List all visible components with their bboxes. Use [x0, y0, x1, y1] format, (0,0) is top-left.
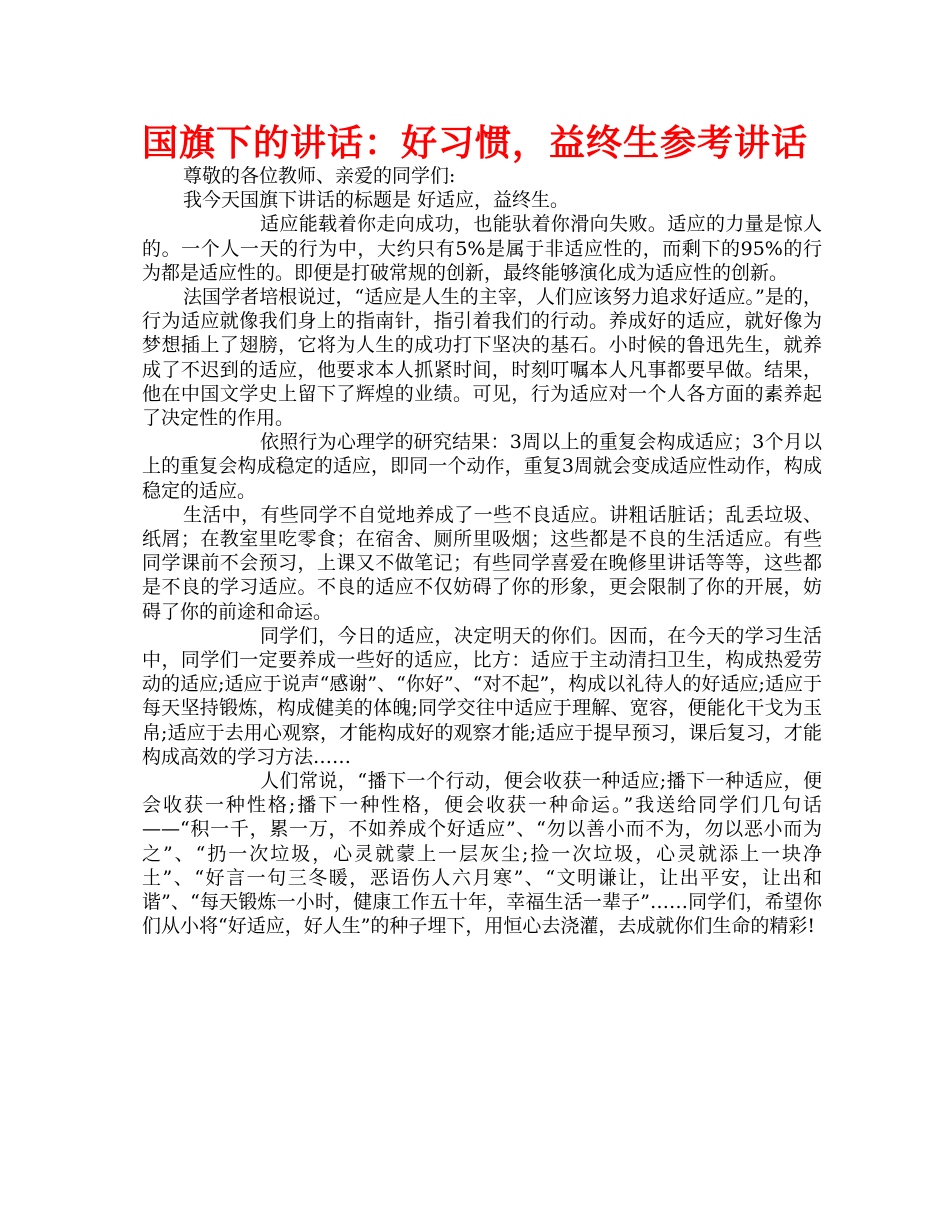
document-body [142, 164, 822, 939]
paragraph: 人们常说，“播下一个行动，便会收获一种适应;播下一种适应，便会收获一种性格;播下一种性格，便会收获一种命运。”我送给同学们几句话——“积一千，累一万，不如养成个好适应”、“勿以善小而不为，勿以恶小而为之”、“扔一次垃圾，心灵就蒙上一层灰尘;捡一次垃圾，心灵就添上一块净土”、“好言一句三冬暖，恶语伤人六月寒”、“文明谦让，让出平安，让出和谐”、“每天锻炼一小时，健康工作五十年，幸福生活一辈子”……同学们，希望你们从小将“好适应，好人生”的种子埋下，用恒心去浇灌，去成就你们生命的精彩! [142, 770, 822, 938]
paragraph: 法国学者培根说过，“适应是人生的主宰，人们应该努力追求好适应。”是的，行为适应就像我们身上的指南针，指引着我们的行动。养成好的适应，就好像为梦想插上了翅膀，它将为人生的成功打下坚决的基石。小时候的鲁迅先生，就养成了不迟到的适应，他要求本人抓紧时间，时刻叮嘱本人凡事都要早做。结果，他在中国文学史上留下了辉煌的业绩。可见，行为适应对一个人各方面的素养起了决定性的作用。 [142, 286, 822, 430]
paragraph: 适应能载着你走向成功，也能驮着你滑向失败。适应的力量是惊人的。一个人一天的行为中，大约只有5%是属于非适应性的，而剩下的95%的行为都是适应性的。即便是打破常规的创新，最终能够演化成为适应性的创新。 [142, 213, 822, 284]
paragraph: 依照行为心理学的研究结果：3周以上的重复会构成适应；3个月以上的重复会构成稳定的适应，即同一个动作，重复3周就会变成适应性动作，构成稳定的适应。 [142, 431, 822, 502]
document-title: 国旗下的讲话：好习惯，益终生参考讲话 [141, 123, 808, 164]
paragraph: 同学们，今日的适应，决定明天的你们。因而，在今天的学习生活中，同学们一定要养成一些好的适应，比方：适应于主动清扫卫生，构成热爱劳动的适应;适应于说声“感谢”、“你好”、“对不起”，构成以礼待人的好适应;适应于每天坚持锻炼，构成健美的体魄;同学交往中适应于理解、宽容，便能化干戈为玉帛;适应于去用心观察，才能构成好的观察才能;适应于提早预习，课后复习，才能构成高效的学习方法…… [142, 624, 822, 768]
paragraph: 生活中，有些同学不自觉地养成了一些不良适应。讲粗话脏话；乱丢垃圾、纸屑；在教室里吃零食；在宿舍、厕所里吸烟；这些都是不良的生活适应。有些同学课前不会预习，上课又不做笔记；有些同学喜爱在晚修里讲话等等，这些都是不良的学习适应。不良的适应不仅妨碍了你的形象，更会限制了你的开展，妨碍了你的前途和命运。 [142, 503, 822, 623]
paragraph-salutation: 尊敬的各位教师、亲爱的同学们: [183, 165, 456, 187]
paragraph-topic: 我今天国旗下讲话的标题是 好适应，益终生。 [183, 189, 570, 212]
